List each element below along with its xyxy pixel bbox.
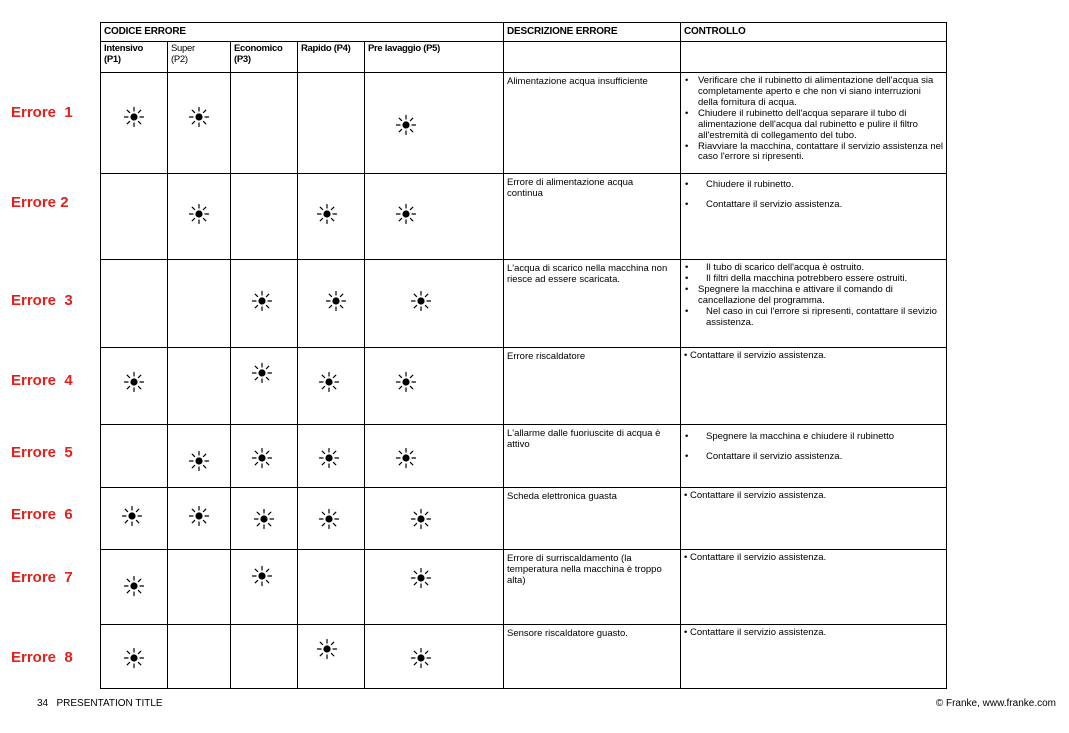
error-control <box>681 73 947 174</box>
led-blink-icon <box>188 450 210 472</box>
error-description <box>504 174 681 260</box>
control-item: • Contattare il servizio assistenza. <box>684 452 943 463</box>
header-spacer-description <box>504 42 681 73</box>
header-spacer-control <box>681 42 947 73</box>
error-description: L'allarme dalle fuoriuscite di acqua è attivo <box>504 425 681 488</box>
error-description: Scheda elettronica guasta <box>504 488 681 550</box>
presentation-title: PRESENTATION TITLE <box>56 698 163 709</box>
led-cell <box>101 348 168 425</box>
program-header-p3 <box>231 42 298 73</box>
program-code: (P3) <box>234 53 251 65</box>
led-blink-icon <box>123 575 145 597</box>
led-cell <box>101 550 168 625</box>
led-blink-icon <box>395 203 417 225</box>
control-item: • Il filtri della macchina potrebbero essere ostruiti. <box>684 274 943 285</box>
led-blink-icon <box>410 567 432 589</box>
led-cell <box>101 425 168 488</box>
control-item: • Nel caso in cui l'errore si ripresenti, contattare il sevizio assistenza. <box>684 307 943 329</box>
led-cell <box>231 260 298 348</box>
led-cell <box>298 260 365 348</box>
led-blink-icon <box>123 647 145 669</box>
table-row <box>101 174 947 260</box>
error-description: Alimentazione acqua insufficiente <box>504 73 681 174</box>
error-label-7: Errore 7 <box>11 569 73 586</box>
error-description: Errore di surriscaldamento (la temperatura nella macchina è troppo alta) <box>504 550 681 625</box>
led-cell <box>365 425 504 488</box>
control-item: • Riavviare la macchina, contattare il servizio assistenza nel caso l'errore si ripresenti. <box>684 142 943 164</box>
error-control <box>681 174 947 260</box>
control-item: • Contattare il servizio assistenza. <box>684 627 827 638</box>
led-cell <box>298 425 365 488</box>
table-row <box>101 488 947 550</box>
led-cell <box>365 174 504 260</box>
page-number: 34 <box>37 698 49 709</box>
program-name: Economico <box>234 43 283 54</box>
program-header-p4 <box>298 42 365 73</box>
led-cell <box>298 488 365 550</box>
led-blink-icon <box>410 508 432 530</box>
control-item: • Spegnere la macchina e chiudere il rubinetto <box>684 432 943 443</box>
led-blink-icon <box>395 114 417 136</box>
control-item: • Chiudere il rubinetto. <box>684 180 943 191</box>
error-description: Errore riscaldatore <box>504 348 681 425</box>
led-cell <box>365 550 504 625</box>
led-blink-icon <box>251 362 273 384</box>
footer-copyright: © Franke, www.franke.com <box>935 698 1056 709</box>
led-blink-icon <box>410 647 432 669</box>
error-label-1: Errore 1 <box>11 104 73 121</box>
error-control <box>681 488 947 550</box>
control-item: • Chiudere il rubinetto dell'acqua separare il tubo di alimentazione dell'acqua dal rubinetto e pulire il filtro all'estremità di collegamento del tubo. <box>684 109 943 142</box>
led-blink-icon <box>188 106 210 128</box>
control-item: • Contattare il servizio assistenza. <box>684 490 827 501</box>
led-blink-icon <box>123 371 145 393</box>
led-blink-icon <box>123 106 145 128</box>
led-cell <box>231 625 298 689</box>
program-code: (P1) <box>104 53 121 65</box>
control-item: • Contattare il servizio assistenza. <box>684 200 943 211</box>
led-blink-icon <box>188 505 210 527</box>
table-row <box>101 260 947 348</box>
header-controllo: CONTROLLO <box>681 23 947 42</box>
table-row <box>101 73 947 174</box>
led-cell <box>365 73 504 174</box>
control-item: • Il tubo di scarico dell'acqua è ostruito. <box>684 263 943 274</box>
error-control <box>681 625 947 689</box>
table-row <box>101 425 947 488</box>
control-item: • Verificare che il rubinetto di alimentazione dell'acqua sia completamente aperto e che non vi siano interruzioni della fornitura di acqua. <box>684 76 943 109</box>
table-row <box>101 348 947 425</box>
led-blink-icon <box>251 447 273 469</box>
led-cell <box>298 174 365 260</box>
error-label-5: Errore 5 <box>11 444 73 461</box>
error-label-4: Errore 4 <box>11 372 73 389</box>
led-cell <box>365 260 504 348</box>
program-name: Intensivo <box>104 43 144 54</box>
error-description: L'acqua di scarico nella macchina non riesce ad essere scaricata. <box>504 260 681 348</box>
led-cell <box>168 488 231 550</box>
error-label-6: Errore 6 <box>11 506 73 523</box>
control-item: • Contattare il servizio assistenza. <box>684 552 827 563</box>
error-control <box>681 348 947 425</box>
error-label-8: Errore 8 <box>11 649 73 666</box>
led-cell <box>101 625 168 689</box>
led-cell <box>298 625 365 689</box>
led-cell <box>298 73 365 174</box>
led-cell <box>298 348 365 425</box>
led-cell <box>231 73 298 174</box>
table-row <box>101 550 947 625</box>
table-row <box>101 625 947 689</box>
led-cell <box>168 625 231 689</box>
led-blink-icon <box>316 638 338 660</box>
led-cell <box>168 174 231 260</box>
control-item: • Spegnere la macchina e attivare il comando di cancellazione del programma. <box>684 285 943 307</box>
led-cell <box>168 260 231 348</box>
error-row-labels <box>0 0 100 700</box>
footer-left <box>37 698 163 709</box>
program-header-p1 <box>101 42 168 73</box>
program-header-row <box>101 42 947 73</box>
led-blink-icon <box>395 447 417 469</box>
error-control <box>681 550 947 625</box>
led-cell <box>168 550 231 625</box>
table-header-row <box>101 23 947 42</box>
header-descrizione-errore: DESCRIZIONE ERRORE <box>504 23 681 42</box>
led-blink-icon <box>251 565 273 587</box>
led-cell <box>101 73 168 174</box>
led-cell <box>365 488 504 550</box>
led-blink-icon <box>395 371 417 393</box>
led-blink-icon <box>253 508 275 530</box>
error-code-table <box>100 22 947 689</box>
led-cell <box>168 73 231 174</box>
led-blink-icon <box>316 203 338 225</box>
led-blink-icon <box>318 371 340 393</box>
led-blink-icon <box>410 290 432 312</box>
led-blink-icon <box>318 508 340 530</box>
led-blink-icon <box>318 447 340 469</box>
control-item: • Contattare il servizio assistenza. <box>684 350 827 361</box>
program-code: (P2) <box>171 53 188 65</box>
led-cell <box>231 488 298 550</box>
led-cell <box>231 348 298 425</box>
error-label-3: Errore 3 <box>11 292 73 309</box>
program-name: Super <box>171 43 195 54</box>
error-label-2: Errore 2 <box>11 194 69 211</box>
program-name: Rapido (P4) <box>301 43 351 54</box>
led-blink-icon <box>188 203 210 225</box>
led-blink-icon <box>251 290 273 312</box>
description-text: Errore di alimentazione acqua continua <box>507 177 634 199</box>
led-cell <box>101 488 168 550</box>
led-cell <box>101 260 168 348</box>
led-cell <box>365 625 504 689</box>
error-description: Sensore riscaldatore guasto. <box>504 625 681 689</box>
program-name: Pre lavaggio (P5) <box>368 43 440 54</box>
header-codice-errore: CODICE ERRORE <box>101 23 504 42</box>
program-header-p2 <box>168 42 231 73</box>
led-cell <box>231 174 298 260</box>
led-cell <box>231 425 298 488</box>
led-cell <box>365 348 504 425</box>
led-cell <box>101 174 168 260</box>
led-blink-icon <box>121 505 143 527</box>
led-cell <box>231 550 298 625</box>
error-control <box>681 260 947 348</box>
led-cell <box>168 425 231 488</box>
led-cell <box>298 550 365 625</box>
error-control <box>681 425 947 488</box>
led-cell <box>168 348 231 425</box>
program-header-p5 <box>365 42 504 73</box>
led-blink-icon <box>325 290 347 312</box>
